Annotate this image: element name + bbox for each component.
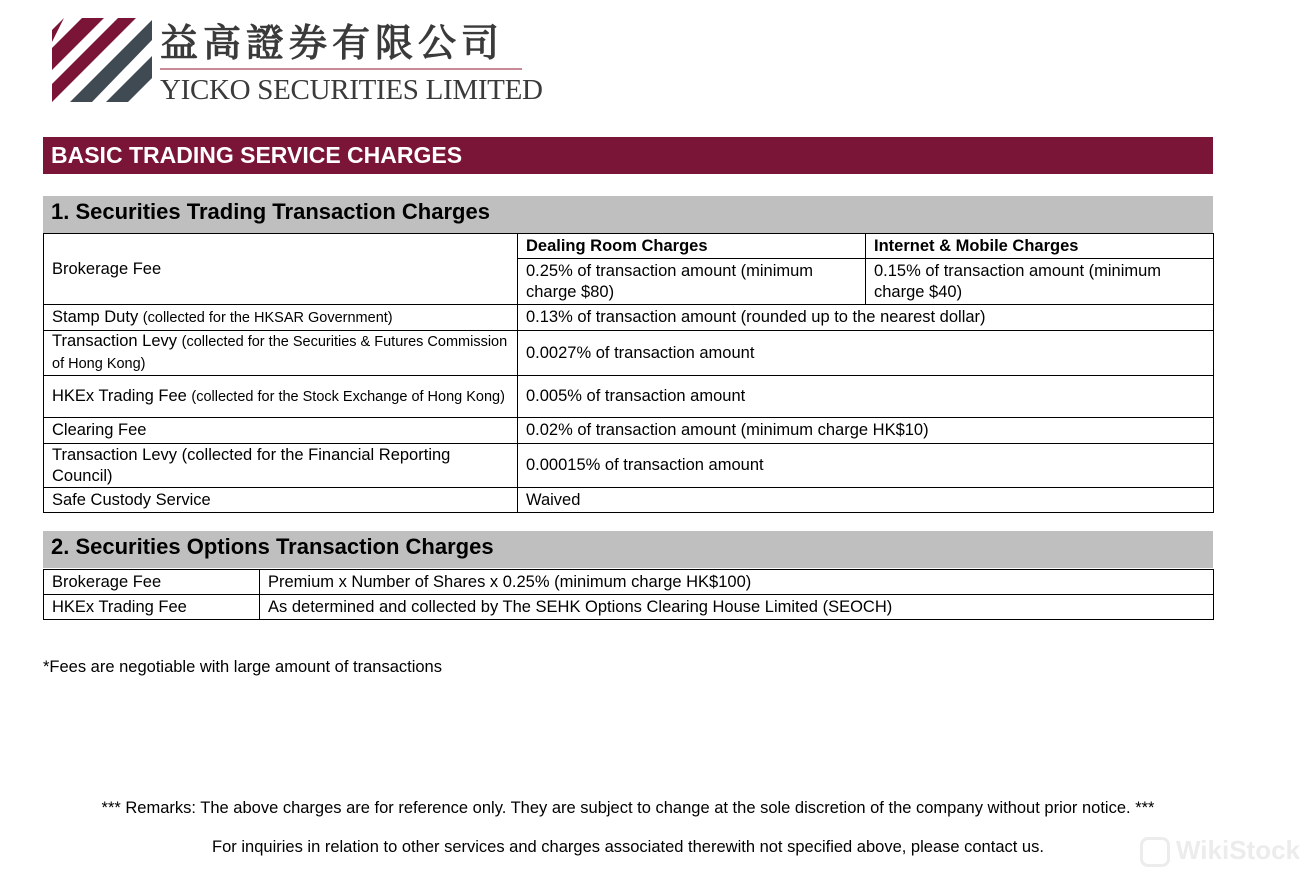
sfc-levy-note: (collected for the Securities & Futures Commission of Hong Kong)	[52, 334, 508, 372]
remarks-disclaimer: *** Remarks: The above charges are for reference only. They are subject to change at the sole discretion of the company without prior notice. ***	[101, 799, 1155, 817]
wikistock-logo-icon	[1140, 837, 1170, 867]
logo-english-name: YICKO SECURITIES LIMITED	[160, 74, 543, 106]
wikistock-watermark: WikiStock	[1140, 835, 1300, 867]
hkex-fee-note: (collected for the Stock Exchange of Hong Kong)	[191, 388, 505, 405]
frc-levy-value: 0.00015% of transaction amount	[518, 444, 1214, 488]
options-charges-table	[43, 569, 1214, 620]
table-row	[44, 570, 1214, 595]
section2-heading: 2. Securities Options Transaction Charges	[43, 531, 1213, 568]
company-logo	[52, 18, 543, 106]
logo-chinese-name: 益高證券有限公司	[160, 20, 505, 65]
table-row	[44, 418, 1214, 444]
table-row	[44, 376, 1214, 418]
hkex-fee-value: 0.005% of transaction amount	[518, 376, 1214, 418]
options-hkex-value: As determined and collected by The SEHK Options Clearing House Limited (SEOCH)	[260, 595, 1214, 620]
dealing-brokerage-value: 0.25% of transaction amount (minimum charge $80)	[518, 259, 866, 305]
frc-levy-label: Transaction Levy (collected for the Financial Reporting Council)	[44, 444, 518, 488]
securities-charges-table	[43, 233, 1214, 513]
dealing-room-header: Dealing Room Charges	[518, 234, 866, 259]
hkex-fee-label: HKEx Trading Fee (collected for the Stock Exchange of Hong Kong)	[44, 376, 518, 418]
page-title-banner: BASIC TRADING SERVICE CHARGES	[43, 137, 1213, 174]
options-hkex-label: HKEx Trading Fee	[44, 595, 260, 620]
safe-custody-value: Waived	[518, 488, 1214, 513]
table-row	[44, 444, 1214, 488]
sfc-levy-value: 0.0027% of transaction amount	[518, 331, 1214, 376]
stamp-duty-value: 0.13% of transaction amount (rounded up to the nearest dollar)	[518, 305, 1214, 331]
table-row	[44, 234, 1214, 259]
clearing-fee-value: 0.02% of transaction amount (minimum charge HK$10)	[518, 418, 1214, 444]
sfc-levy-label: Transaction Levy (collected for the Securities & Futures Commission of Hong Kong)	[44, 331, 518, 376]
clearing-fee-label: Clearing Fee	[44, 418, 518, 444]
safe-custody-label: Safe Custody Service	[44, 488, 518, 513]
logo-divider	[160, 68, 522, 70]
stamp-duty-label: Stamp Duty (collected for the HKSAR Government)	[44, 305, 518, 331]
table-row	[44, 488, 1214, 513]
logo-stripes-icon	[52, 18, 152, 102]
internet-mobile-header: Internet & Mobile Charges	[866, 234, 1214, 259]
table-row	[44, 305, 1214, 331]
stamp-duty-note: (collected for the HKSAR Government)	[142, 309, 393, 326]
internet-brokerage-value: 0.15% of transaction amount (minimum charge $40)	[866, 259, 1214, 305]
options-brokerage-label: Brokerage Fee	[44, 570, 260, 595]
contact-inquiry-text: For inquiries in relation to other services and charges associated therewith not specified above, please contact us.	[212, 838, 1044, 856]
table-row	[44, 595, 1214, 620]
options-brokerage-value: Premium x Number of Shares x 0.25% (minimum charge HK$100)	[260, 570, 1214, 595]
section1-heading: 1. Securities Trading Transaction Charges	[43, 196, 1213, 233]
table-row	[44, 331, 1214, 376]
negotiable-fees-note: *Fees are negotiable with large amount of transactions	[43, 658, 442, 676]
brokerage-fee-label: Brokerage Fee	[44, 234, 518, 305]
